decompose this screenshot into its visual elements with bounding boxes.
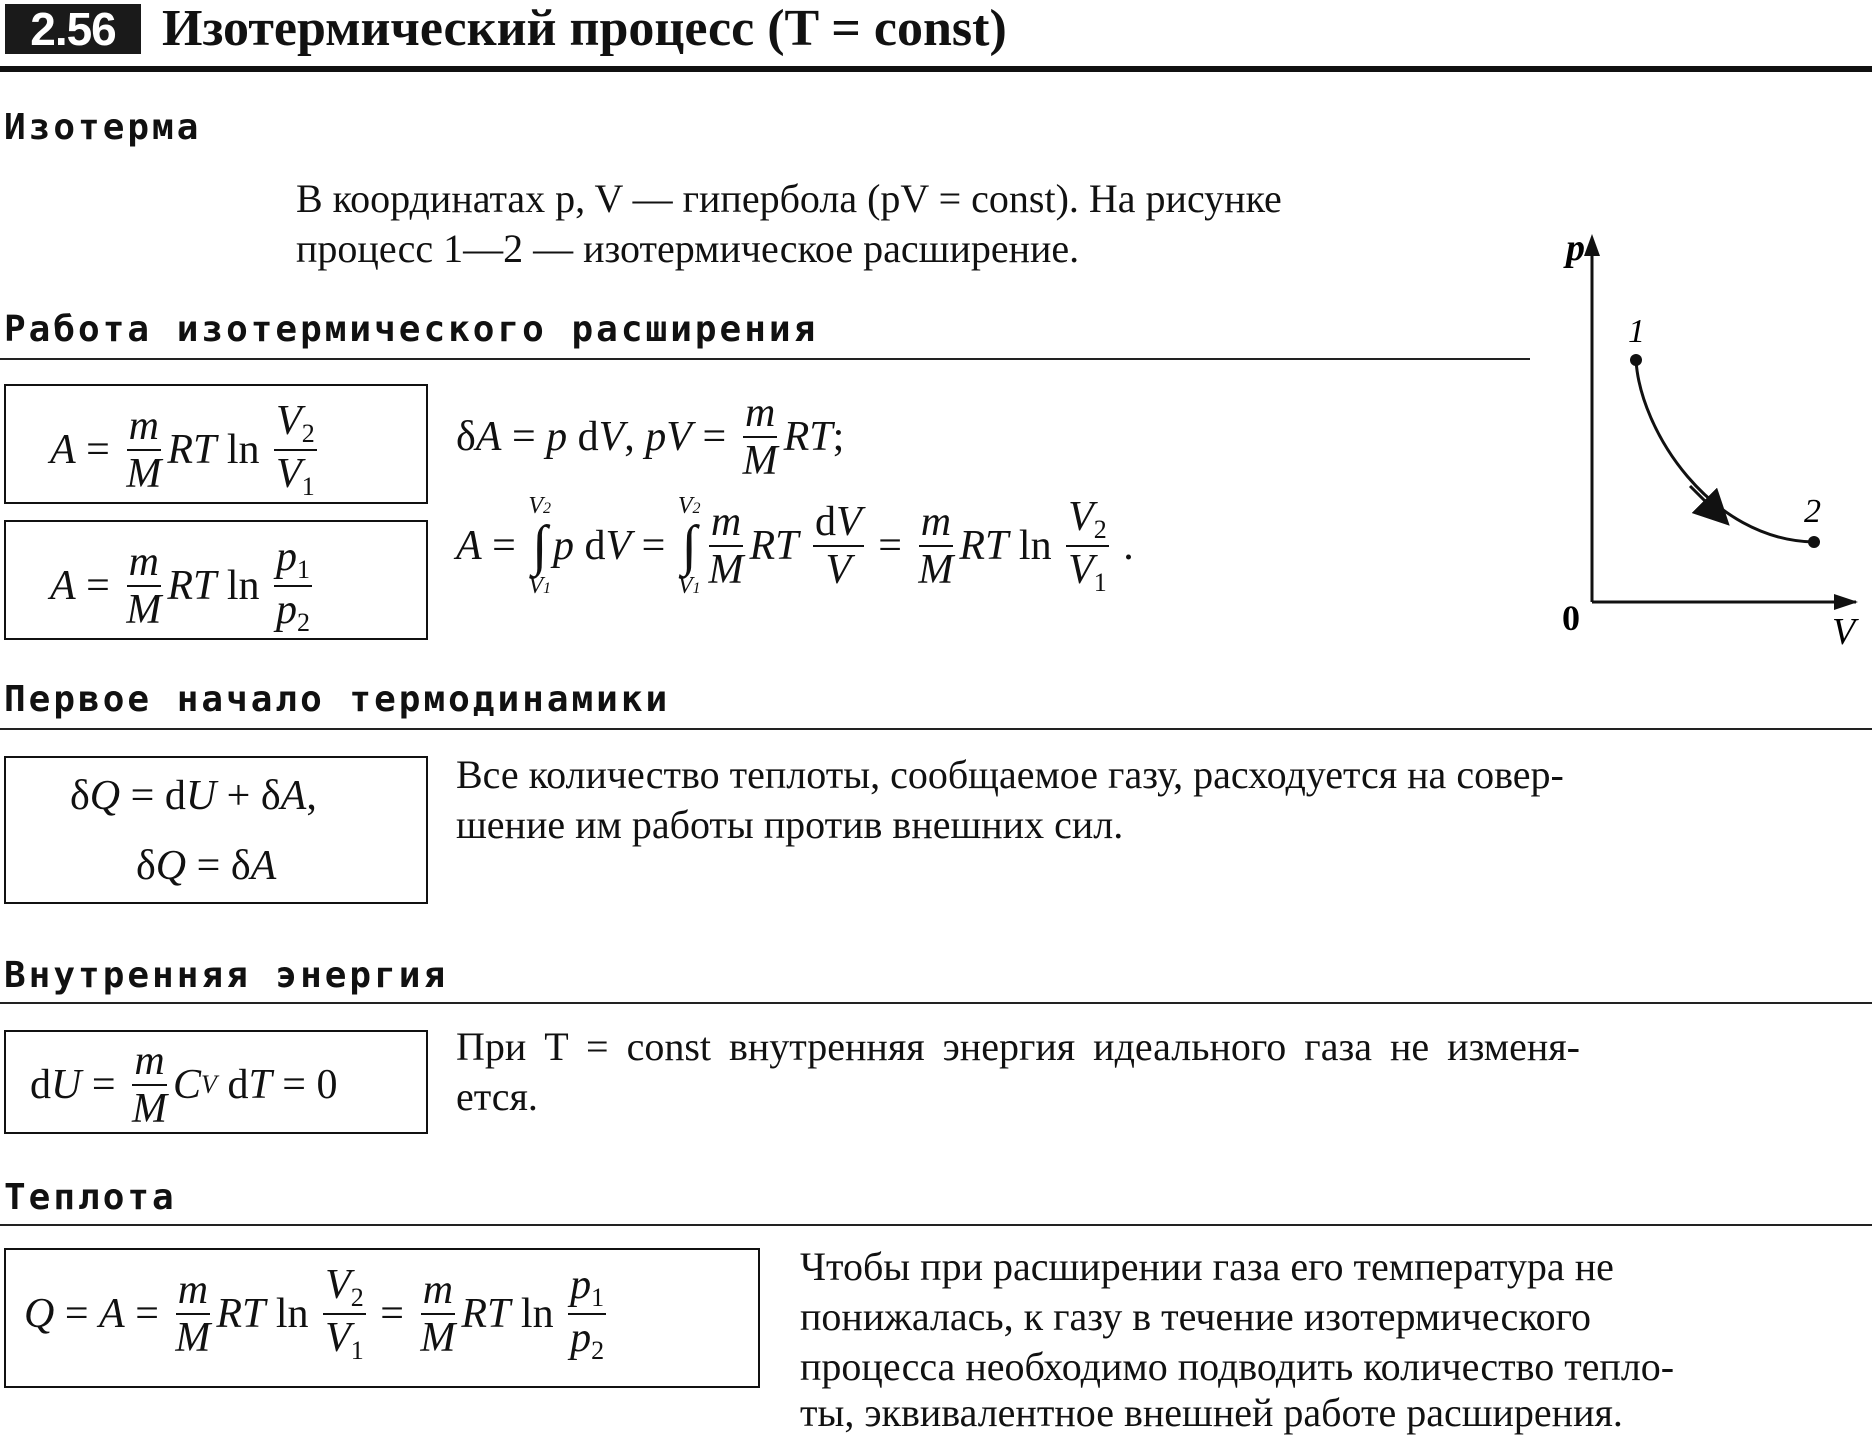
header-rule: [0, 66, 1872, 72]
internal-energy-text-line2: ется.: [456, 1074, 538, 1119]
first-law-formula-1: δ Q = d U + δ A ,: [70, 773, 317, 819]
work-heading-rule: [0, 358, 1530, 360]
internal-energy-heading-rule: [0, 1002, 1872, 1004]
work-formula-box-1: [4, 384, 428, 504]
x-axis-label: V: [1832, 611, 1856, 650]
y-axis-arrow-icon: [1584, 234, 1600, 256]
isotherm-curve: [1636, 360, 1814, 542]
point-1-marker: [1630, 354, 1642, 366]
isotherm-graph: [1540, 230, 1860, 650]
internal-energy-text-line1: При T = const внутренняя энергия идеального газа не изменя-: [456, 1024, 1580, 1069]
work-formula-2: A = $\frac{m}{M}$ RT ln $\frac{p_1}{p_2}$: [50, 534, 311, 637]
work-formula-1: A = $\frac{m}{M}$ RT ln $\frac{V_2}{V_1}$: [50, 398, 315, 501]
point-2-label: 2: [1804, 493, 1821, 530]
first-law-text-line1: Все количество теплоты, сообщаемое газу, расходуется на совер-: [456, 752, 1564, 797]
section-number-badge: 2.56: [5, 4, 141, 54]
internal-energy-formula-box: [4, 1030, 428, 1134]
isotherm-text-line1: В координатах p, V — гипербола (pV = const). На рисунке: [296, 176, 1282, 221]
heading-heat: Теплота: [4, 1177, 177, 1218]
work-formula-box-2: [4, 520, 428, 640]
origin-label: 0: [1562, 598, 1580, 638]
point-1-label: 1: [1628, 313, 1645, 350]
heat-text-line4: ты, эквивалентное внешней работе расширения.: [800, 1390, 1623, 1435]
internal-energy-formula: d U = $\frac{m}{M}$ C V d T = 0: [30, 1038, 338, 1132]
isotherm-text-line2: процесс 1—2 — изотермическое расширение.: [296, 226, 1080, 271]
heat-formula: Q = A = $\frac{m}{M}$ RT ln $\frac{V_2}{V_1}$ = $\frac{m}{M}$ RT ln $\frac{p_1}{p_2}$: [24, 1262, 605, 1365]
curve-direction-arrow-icon: [1690, 486, 1717, 513]
heading-internal-energy: Внутренняя энергия: [4, 955, 449, 996]
heat-text-line3: процесса необходимо подводить количество тепло-: [800, 1344, 1675, 1389]
heat-formula-box: [4, 1248, 760, 1388]
x-axis-arrow-icon: [1834, 594, 1858, 610]
heading-first-law: Первое начало термодинамики: [4, 679, 671, 720]
heat-text-line1: Чтобы при расширении газа его температура не: [800, 1244, 1614, 1289]
heading-isotherm: Изотерма: [4, 107, 202, 148]
page-title: Изотермический процесс (T = const): [162, 0, 1007, 57]
first-law-formula-box: [4, 756, 428, 904]
point-2-marker: [1808, 536, 1820, 548]
heat-heading-rule: [0, 1224, 1872, 1226]
first-law-formula-2: δ Q = δ A: [136, 843, 277, 889]
heading-work: Работа изотермического расширения: [4, 309, 819, 350]
first-law-text-line2: шение им работы против внешних сил.: [456, 802, 1124, 847]
first-law-heading-rule: [0, 728, 1872, 730]
work-equation-2: A = V2 ∫ V1 p d V = V2 ∫ V1 $\frac{m}{M}$ RT $\frac{dV}{V}$ = $\frac{m}{M}$ RT ln $\frac{V_2}{V_1}$ .: [456, 493, 1134, 599]
heat-text-line2: понижалась, к газу в течение изотермического: [800, 1294, 1592, 1339]
y-axis-label: p: [1566, 230, 1585, 269]
work-equation-1: δ A = p d V , pV = $\frac{m}{M}$ RT ;: [456, 390, 845, 484]
